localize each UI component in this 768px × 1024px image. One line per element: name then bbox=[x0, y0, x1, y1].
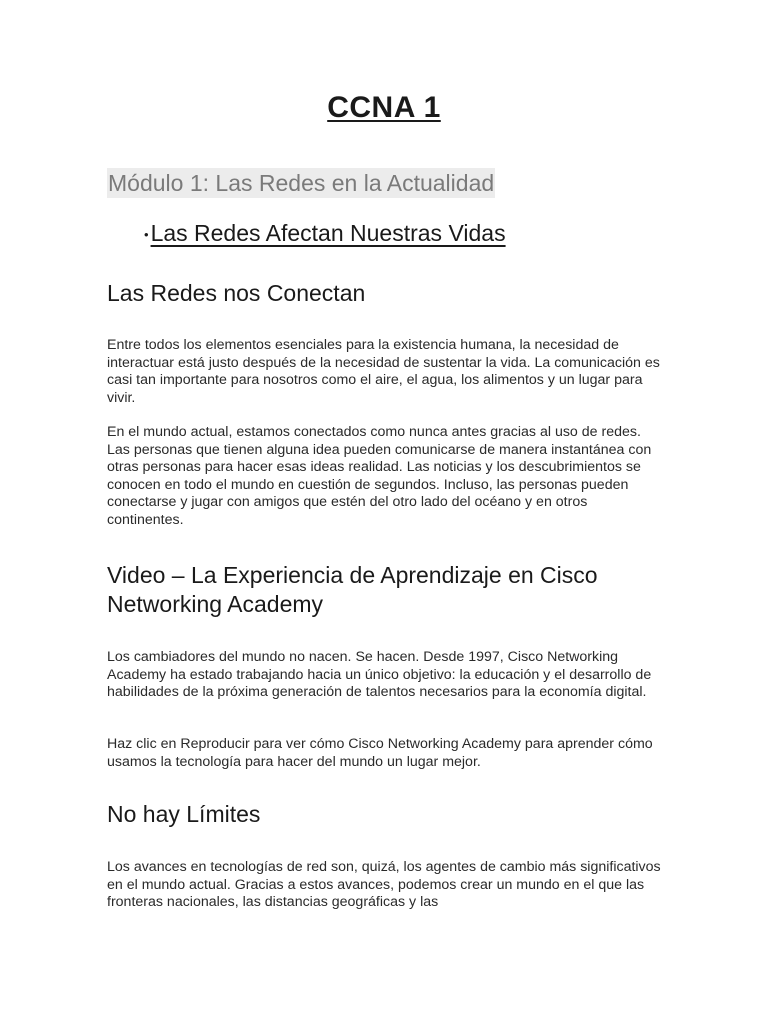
document-title bbox=[0, 90, 768, 126]
section-heading-no-limites: No hay Límites bbox=[107, 801, 261, 827]
section-heading-video: Video – La Experiencia de Aprendizaje en Cisco Networking Academy bbox=[107, 562, 598, 617]
bullet-icon: • bbox=[144, 227, 149, 242]
paragraph: Los cambiadores del mundo no nacen. Se hacen. Desde 1997, Cisco Networking Academy ha estado trabajando hacia un único objetivo: la educación y el desarrollo de habilidades de la próxima generación de talentos necesarios para la economía digital. bbox=[107, 649, 652, 701]
paragraph: Entre todos los elementos esenciales para la existencia humana, la necesidad de interactuar está justo después de la necesidad de sustentar la vida. La comunicación es casi tan importante para nosotros como el aire, el agua, los alimentos y un lugar para vivir. bbox=[107, 337, 660, 406]
paragraph: En el mundo actual, estamos conectados como nunca antes gracias al uso de redes. Las personas que tienen alguna idea pueden comunicarse de manera instantánea con otras personas para hacer esas ideas realidad. Las noticias y los descubrimientos se conocen en todo el mundo en cuestión de segundos. Incluso, las personas pueden conectarse y jugar con amigos que estén del otro lado del océano y en otros continentes. bbox=[107, 424, 652, 528]
module-heading: Módulo 1: Las Redes en la Actualidad bbox=[108, 170, 495, 196]
bullet-item-text: Las Redes Afectan Nuestras Vidas bbox=[150, 220, 506, 246]
document-title-text: CCNA 1 bbox=[327, 91, 441, 124]
bullet-item bbox=[144, 218, 506, 252]
paragraph: Los avances en tecnologías de red son, quizá, los agentes de cambio más significativos en el mundo actual. Gracias a estos avances, podemos crear un mundo en el que las fronteras nacionales, las distancias geográficas y las bbox=[107, 859, 661, 911]
paragraph: Haz clic en Reproducir para ver cómo Cisco Networking Academy para aprender cómo usamos la tecnología para hacer del mundo un lugar mejor. bbox=[107, 736, 653, 770]
section-heading-redes-conectan: Las Redes nos Conectan bbox=[107, 280, 366, 306]
